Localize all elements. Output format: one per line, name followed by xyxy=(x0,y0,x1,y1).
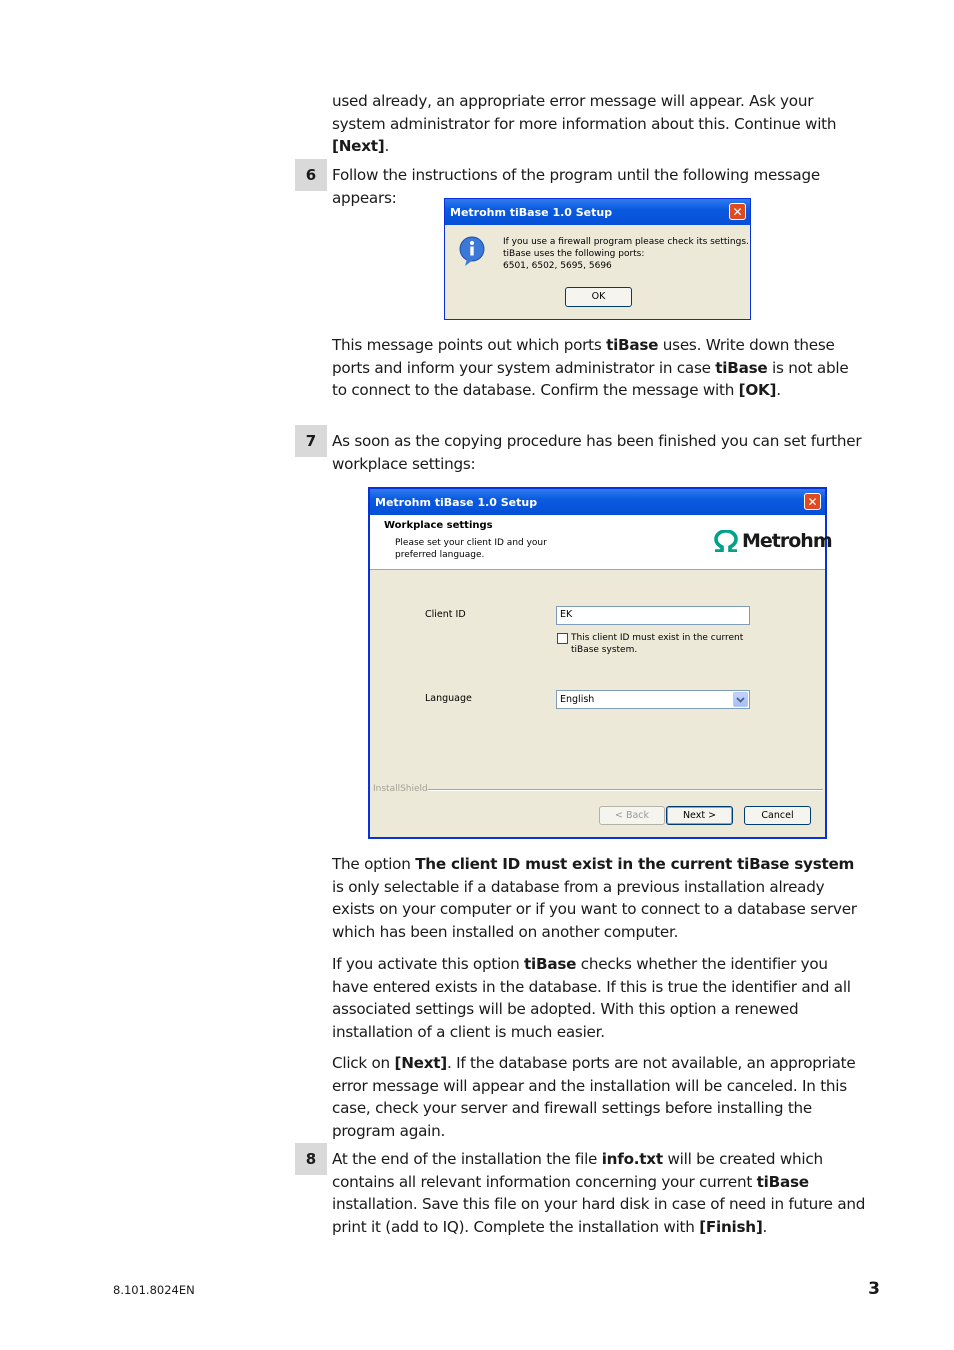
setup-subtitle xyxy=(395,537,547,561)
setup-subtitle-line-1: Please set your client ID and your xyxy=(395,538,547,548)
message-dialog-title: Metrohm tiBase 1.0 Setup xyxy=(450,205,613,219)
metrohm-omega-icon xyxy=(712,530,740,552)
activate-bold-1: tiBase xyxy=(524,955,577,973)
ports-bold-1: tiBase xyxy=(606,336,659,354)
option-bold-1: The client ID must exist in the current tiBase system xyxy=(415,855,855,873)
step-8-number: 8 xyxy=(295,1143,327,1175)
step8-bold-3: [Finish] xyxy=(699,1217,763,1236)
step8-text-1: At the end of the installation the file xyxy=(332,1150,602,1168)
installshield-label: InstallShield xyxy=(373,784,428,794)
step-6-text: Follow the instructions of the program until the following message appears: xyxy=(332,166,820,207)
step8-text-3: installation. Save this file on your hard disk in case of need in future and print it (add to IQ). Complete the installation with xyxy=(332,1195,866,1236)
close-icon[interactable]: ✕ xyxy=(804,493,821,510)
workplace-settings-dialog xyxy=(368,487,832,839)
language-label: Language xyxy=(425,693,472,704)
message-line-3: 6501, 6502, 5695, 5696 xyxy=(503,261,612,271)
next-text-1: Click on xyxy=(332,1054,395,1072)
intro-next-ref: [Next] xyxy=(332,137,385,155)
setup-dialog-header xyxy=(370,515,832,570)
setup-heading: Workplace settings xyxy=(384,520,493,531)
close-icon[interactable]: ✕ xyxy=(729,203,746,220)
ports-text-1: This message points out which ports xyxy=(332,336,607,354)
step8-bold-1: info.txt xyxy=(601,1150,663,1168)
ok-button[interactable]: OK xyxy=(565,287,632,307)
message-dialog-titlebar xyxy=(445,199,750,225)
setup-dialog-titlebar xyxy=(370,489,825,515)
option-text-2: is only selectable if a database from a previous installation already exists on your computer or if you want to connect to a database server which has been installed on another computer. xyxy=(332,877,857,941)
activate-text-1: If you activate this option xyxy=(332,955,525,973)
metrohm-logo-text: Metrohm xyxy=(742,530,832,552)
dropdown-arrow-glyph xyxy=(734,693,747,706)
step-7-number: 7 xyxy=(295,425,327,457)
message-line-2: tiBase uses the following ports: xyxy=(503,249,645,259)
checkbox-label-line-1: This client ID must exist in the current xyxy=(571,633,744,643)
ports-bold-3: [OK] xyxy=(738,381,777,399)
option-text-1: The option xyxy=(332,855,416,873)
step8-bold-2: tiBase xyxy=(756,1172,809,1191)
message-line-1: If you use a firewall program please check its settings. xyxy=(503,237,749,247)
ports-text-3: is not able to connect to the database. Confirm the message with xyxy=(332,358,849,399)
setup-subtitle-line-2: preferred language. xyxy=(395,550,485,560)
metrohm-logo xyxy=(712,530,832,552)
intro-paragraph xyxy=(332,90,866,158)
client-id-exists-checkbox[interactable] xyxy=(557,633,568,644)
info-icon xyxy=(457,235,489,267)
step8-text-2: will be created which contains all relevant information concerning your current xyxy=(332,1150,823,1191)
next-button[interactable]: Next > xyxy=(666,806,733,825)
language-selected-value: English xyxy=(560,694,595,705)
page-number: 3 xyxy=(868,1279,880,1299)
setup-dialog-title: Metrohm tiBase 1.0 Setup xyxy=(375,495,538,509)
checkbox-label-line-2: tiBase system. xyxy=(571,645,638,655)
message-dialog-text xyxy=(503,236,749,272)
step-8-text xyxy=(332,1148,866,1238)
ports-bold-2: tiBase xyxy=(715,358,768,377)
installshield-divider xyxy=(428,789,823,791)
step-7-text: As soon as the copying procedure has been finished you can set further workplace settings: xyxy=(332,432,862,473)
next-text-2: . If the database ports are not available, an appropriate error message will appear and the installation will be canceled. In this case, check your server and firewall settings before installing the program again. xyxy=(332,1054,856,1140)
intro-text: used already, an appropriate error message will appear. Ask your system administrator for more information about this. Continue with xyxy=(332,92,837,133)
back-button[interactable]: < Back xyxy=(599,806,665,825)
next-bold-1: [Next] xyxy=(394,1054,447,1072)
next-paragraph xyxy=(332,1052,866,1142)
ports-text-2: uses. Write down these ports and inform your system administrator in case xyxy=(332,336,835,377)
activate-paragraph xyxy=(332,953,866,1043)
client-id-exists-label xyxy=(571,632,743,656)
cancel-button[interactable]: Cancel xyxy=(744,806,811,825)
activate-text-2: checks whether the identifier you have entered exists in the database. If this is true the identifier and all associated settings will be adopted. With this option a renewed installation of a client is much easier. xyxy=(332,955,851,1041)
ports-text-4: . xyxy=(776,381,781,399)
firewall-message-dialog xyxy=(444,198,751,320)
intro-period: . xyxy=(384,137,390,155)
document-number: 8.101.8024EN xyxy=(113,1283,195,1297)
ports-paragraph xyxy=(332,334,866,402)
option-paragraph xyxy=(332,853,866,943)
language-select[interactable] xyxy=(556,690,750,709)
chevron-down-icon[interactable] xyxy=(733,692,748,707)
step-6-number: 6 xyxy=(295,159,327,191)
client-id-input[interactable]: EK xyxy=(556,606,750,625)
step8-text-4: . xyxy=(762,1217,768,1236)
client-id-label: Client ID xyxy=(425,609,466,620)
